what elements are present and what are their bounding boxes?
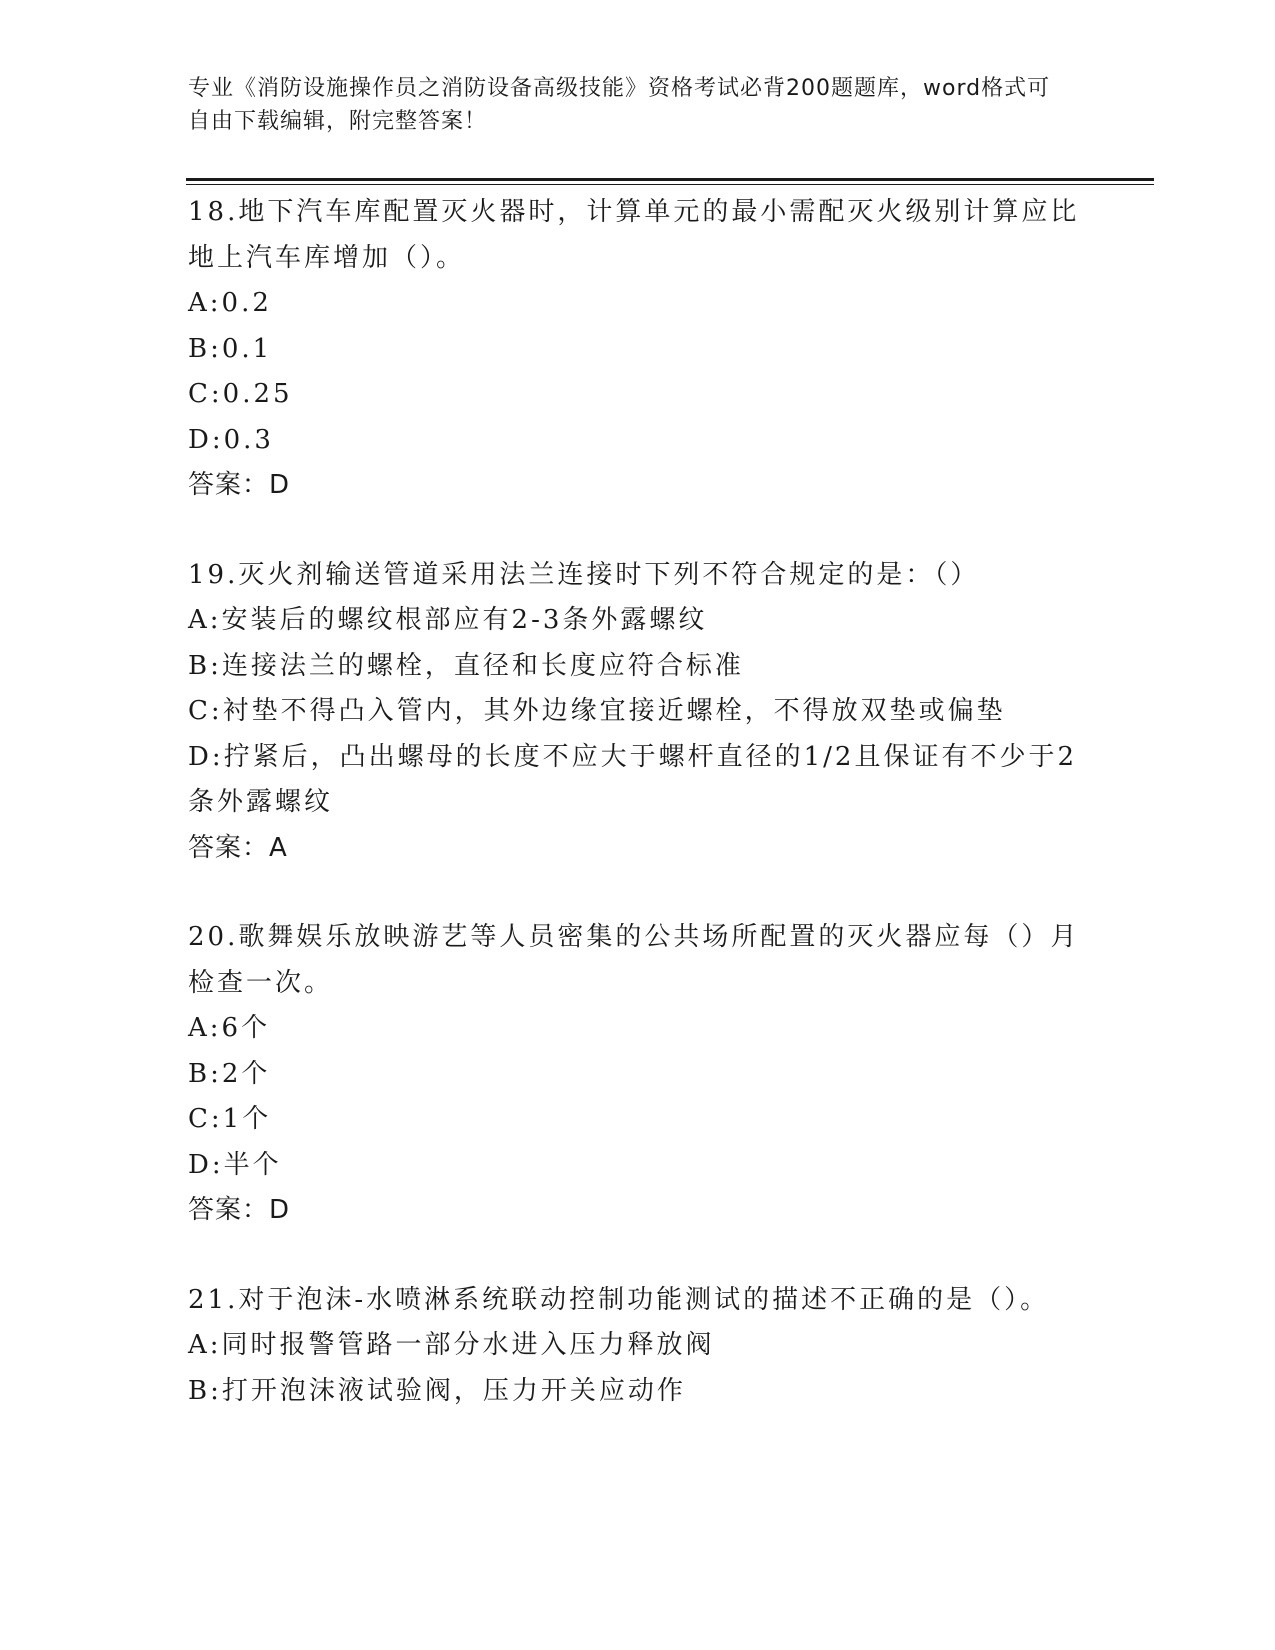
header-divider-thin bbox=[186, 184, 1154, 185]
question-stem: 19.灭火剂输送管道采用法兰连接时下列不符合规定的是：（） bbox=[188, 559, 980, 590]
header-divider-thick bbox=[186, 178, 1154, 181]
answer-label: 答案：A bbox=[188, 832, 288, 863]
answer-label: 答案：D bbox=[188, 470, 291, 500]
question-stem: 21.对于泡沫-水喷淋系统联动控制功能测试的描述不正确的是（）。 bbox=[188, 1284, 1050, 1315]
option-d: D:0.3 bbox=[188, 424, 274, 455]
option-a: A:6个 bbox=[188, 1013, 271, 1043]
question-list bbox=[188, 190, 1088, 1458]
option-b: B:0.1 bbox=[188, 333, 273, 364]
option-c: C:衬垫不得凸入管内，其外边缘宜接近螺栓，不得放双垫或偏垫 bbox=[188, 696, 1006, 726]
option-d: D:拧紧后，凸出螺母的长度不应大于螺杆直径的1/2且保证有不少于2条外露螺纹 bbox=[188, 741, 1077, 817]
option-d: D:半个 bbox=[188, 1149, 282, 1180]
question-stem: 18.地下汽车库配置灭火器时，计算单元的最小需配灭火级别计算应比地上汽车库增加（）。 bbox=[188, 197, 1080, 273]
option-b: B:打开泡沫液试验阀，压力开关应动作 bbox=[188, 1375, 686, 1406]
option-c: C:1个 bbox=[188, 1104, 272, 1134]
answer-label: 答案：D bbox=[188, 1195, 291, 1225]
question-18 bbox=[188, 190, 1088, 509]
option-c: C:0.25 bbox=[188, 379, 293, 409]
question-21 bbox=[188, 1278, 1088, 1415]
option-b: B:2个 bbox=[188, 1058, 271, 1089]
option-a: A:安装后的螺纹根部应有2-3条外露螺纹 bbox=[188, 605, 708, 635]
option-a: A:0.2 bbox=[188, 288, 272, 318]
option-b: B:连接法兰的螺栓，直径和长度应符合标准 bbox=[188, 650, 744, 681]
question-19 bbox=[188, 553, 1088, 872]
document-header: 专业《消防设施操作员之消防设备高级技能》资格考试必背200题题库，word格式可自由下载编辑，附完整答案！ bbox=[188, 76, 1051, 134]
question-20 bbox=[188, 915, 1088, 1234]
option-a: A:同时报警管路一部分水进入压力释放阀 bbox=[188, 1330, 715, 1360]
question-stem: 20.歌舞娱乐放映游艺等人员密集的公共场所配置的灭火器应每（）月检查一次。 bbox=[188, 922, 1080, 998]
